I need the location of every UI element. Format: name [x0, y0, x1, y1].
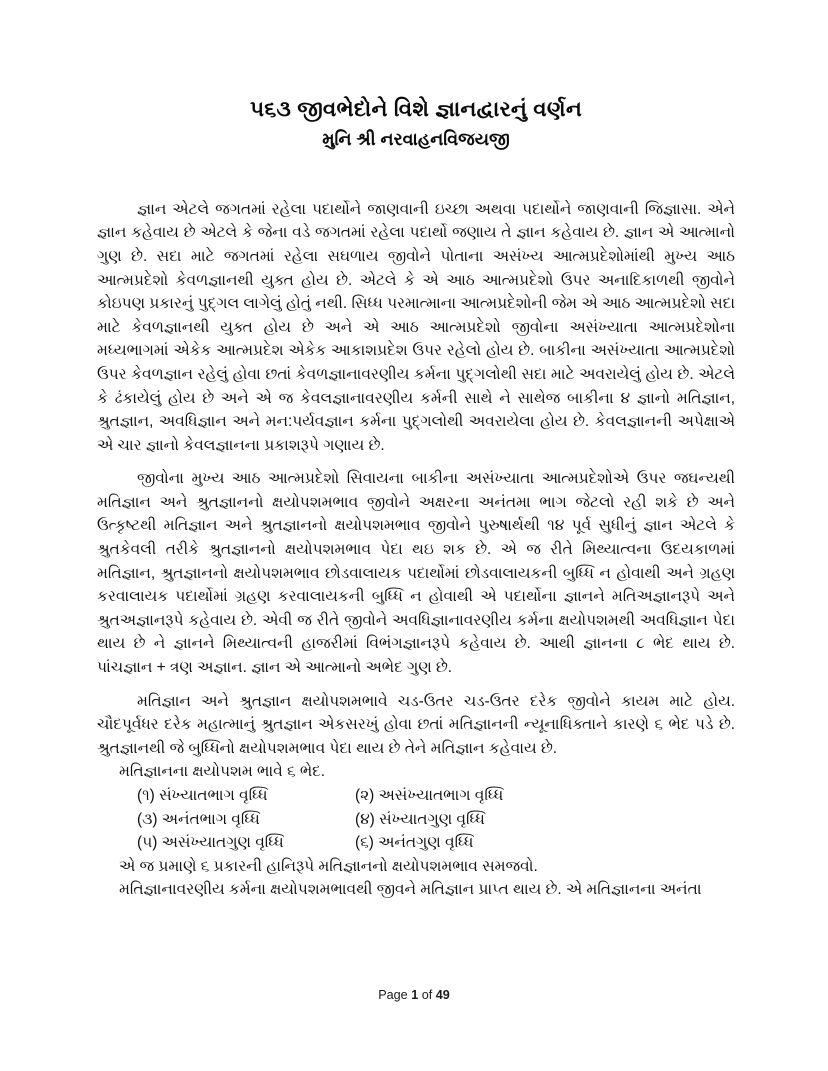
document-subtitle: મુનિ શ્રી નરવાહનવિજયજી	[322, 128, 510, 149]
footer-total-pages: 49	[435, 988, 450, 1002]
list-item: (૩) અનંતભાગ વૃધ્ધિ	[137, 810, 260, 828]
closing-line-1: એ જ પ્રમાણે ૬ પ્રકારની હાનિરૂપે મતિજ્ઞાનનો ક્ષયોપશમભાવ સમજવો.	[119, 857, 538, 875]
page-footer	[0, 988, 828, 1002]
list-item: (૬) અનંતગુણ વૃધ્ધિ	[355, 834, 474, 852]
list-intro-line: મતિજ્ઞાનના ક્ષયોપશમ ભાવે ૬ ભેદ.	[119, 763, 326, 781]
list-item: (૧) સંખ્યાતભાગ વૃધ્ધિ	[137, 787, 268, 804]
footer-current-page: 1	[411, 988, 419, 1002]
closing-line-2: મતિજ્ઞાનાવરણીય કર્મના ક્ષયોપશમભાવથી જીવને મતિજ્ઞાન પ્રાપ્ત થાય છે. એ મતિજ્ઞાનના અનંતા	[119, 881, 702, 899]
bhed-list	[97, 784, 735, 855]
footer-prefix: Page	[378, 988, 412, 1002]
document-content	[97, 0, 735, 902]
paragraph-1: જ્ઞાન એટલે જગતમાં રહેલા પદાર્થોને જાણવાની ઇચ્છા અથવા પદાર્થોને જાણવાની જિજ્ઞાસા. એને જ્ઞાન કહેવાય છે એટલે કે જેના વડે જગતમાં રહેલા પદાર્થો જણાય તે જ્ઞાન કહેવાય છે. જ્ઞાન એ આત્માનો ગુણ છે. સદા માટે જગતમાં રહેલા સઘળાય જીવોને પોતાના અસંખ્ય આત્મપ્રદેશોમાંથી મુખ્ય આઠ આત્મપ્રદેશો કેવળજ્ઞાનથી યુક્ત હોય છે. એટલે કે એ આઠ આત્મપ્રદેશો ઉપર અનાદિકાળથી જીવોને કોઇપણ પ્રકારનું પુદ્ગલ લાગેલું હોતું નથી. સિધ્ધ પરમાત્માના આત્મપ્રદેશોની જેમ એ આઠ આત્મપ્રદેશો સદા માટે કેવળજ્ઞાનથી યુક્ત હોય છે અને એ આઠ આત્મપ્રદેશો જીવોના અસંખ્યાતા આત્મપ્રદેશોના મધ્યભાગમાં એકેક આત્મપ્રદેશ એકેક આકાશપ્રદેશ ઉપર રહેલો હોય છે. બાકીના અસંખ્યાતા આત્મપ્રદેશો ઉપર કેવળજ્ઞાન રહેલું હોવા છતાં કેવળજ્ઞાનાવરણીય કર્મના પુદ્ગલોથી સદા માટે અવરાયેલું હોય છે. એટલે કે ઢંકાયેલું હોય છે અને એ જ કેવલજ્ઞાનાવરણીય કર્મની સાથે ને સાથેજ બાકીના ૪ જ્ઞાનો મતિજ્ઞાન, શ્રુતજ્ઞાન, અવધિજ્ઞાન અને મન:પર્યવજ્ઞાન કર્મના પુદ્ગલોથી અવરાયેલા હોય છે. કેવલજ્ઞાનની અપેક્ષાએ એ ચાર જ્ઞાનો કેવલજ્ઞાનના પ્રકાશરૂપે ગણાય છે.	[97, 200, 735, 454]
list-item: (૪) સંખ્યાતગુણ વૃધ્ધિ	[355, 810, 485, 828]
list-item: (૫) અસંખ્યાતગુણ વૃધ્ધિ	[137, 834, 284, 852]
document-body	[97, 198, 735, 902]
document-title: ૫૬૩ જીવભેદોને વિશે જ્ઞાનદ્વારનું વર્ણન	[249, 97, 583, 121]
list-item: (૨) અસંખ્યાતભાગ વૃધ્ધિ	[355, 787, 504, 804]
paragraph-2: જીવોના મુખ્ય આઠ આત્મપ્રદેશો સિવાયના બાકીના અસંખ્યાતા આત્મપ્રદેશોએ ઉપર જઘન્યથી મતિજ્ઞાન અને શ્રુતજ્ઞાનનો ક્ષયોપશમભાવ જીવોને અક્ષરના અનંતમા ભાગ જેટલો રહી શકે છે અને ઉત્કૃષ્ટથી મતિજ્ઞાન અને શ્રુતજ્ઞાનનો ક્ષયોપશમભાવ જીવોને પુરુષાર્થથી ૧૪ પૂર્વ સુધીનું જ્ઞાન એટલે કે શ્રુતકેવલી તરીકે શ્રુતજ્ઞાનનો ક્ષયોપશમભાવ પેદા થઇ શક છે. એ જ રીતે મિથ્યાત્વના ઉદયકાળમાં મતિજ્ઞાન, શ્રુતજ્ઞાનનો ક્ષયોપશમભાવ છોડવાલાયક પદાર્થોમાં છોડવાલાયકની બુધ્ધિ ન હોવાથી અને ગ્રહણ કરવાલાયક પદાર્થોમાં ગ્રહણ કરવાલાયકની બુધ્ધિ ન હોવાથી એ પદાર્થોના જ્ઞાનને મતિઅજ્ઞાનરૂપે અને શ્રુતઅજ્ઞાનરૂપે કહેવાય છે. એવી જ રીતે જીવોને અવધિજ્ઞાનાવરણીય કર્મના ક્ષયોપશમથી અવધિજ્ઞાન પેદા થાય છે ને જ્ઞાનને મિથ્યાત્વની હાજરીમાં વિભંગજ્ઞાનરૂપે કહેવાય છે. આથી જ્ઞાનના ૮ ભેદ થાય છે. પાંચજ્ઞાન + ત્રણ અજ્ઞાન. જ્ઞાન એ આત્માનો અભેદ ગુણ છે.	[97, 470, 735, 677]
closing-lines	[97, 855, 735, 902]
footer-middle: of	[418, 988, 436, 1002]
paragraph-3: મતિજ્ઞાન અને શ્રુતજ્ઞાન ક્ષયોપશમભાવે ચડ-ઉતર ચડ-ઉતર દરેક જીવોને કાયમ માટે હોય. ચૌદપૂર્વધર દરેક મહાત્માનું શ્રુતજ્ઞાન એકસરખું હોવા છતાં મતિજ્ઞાનની ન્યૂનાધિક્તાને કારણે ૬ ભેદ પડે છે. શ્રુતજ્ઞાનથી જે બુધ્ધિનો ક્ષયોપશમભાવ પેદા થાય છે તેને મતિજ્ઞાન કહેવાય છે.	[97, 692, 735, 757]
